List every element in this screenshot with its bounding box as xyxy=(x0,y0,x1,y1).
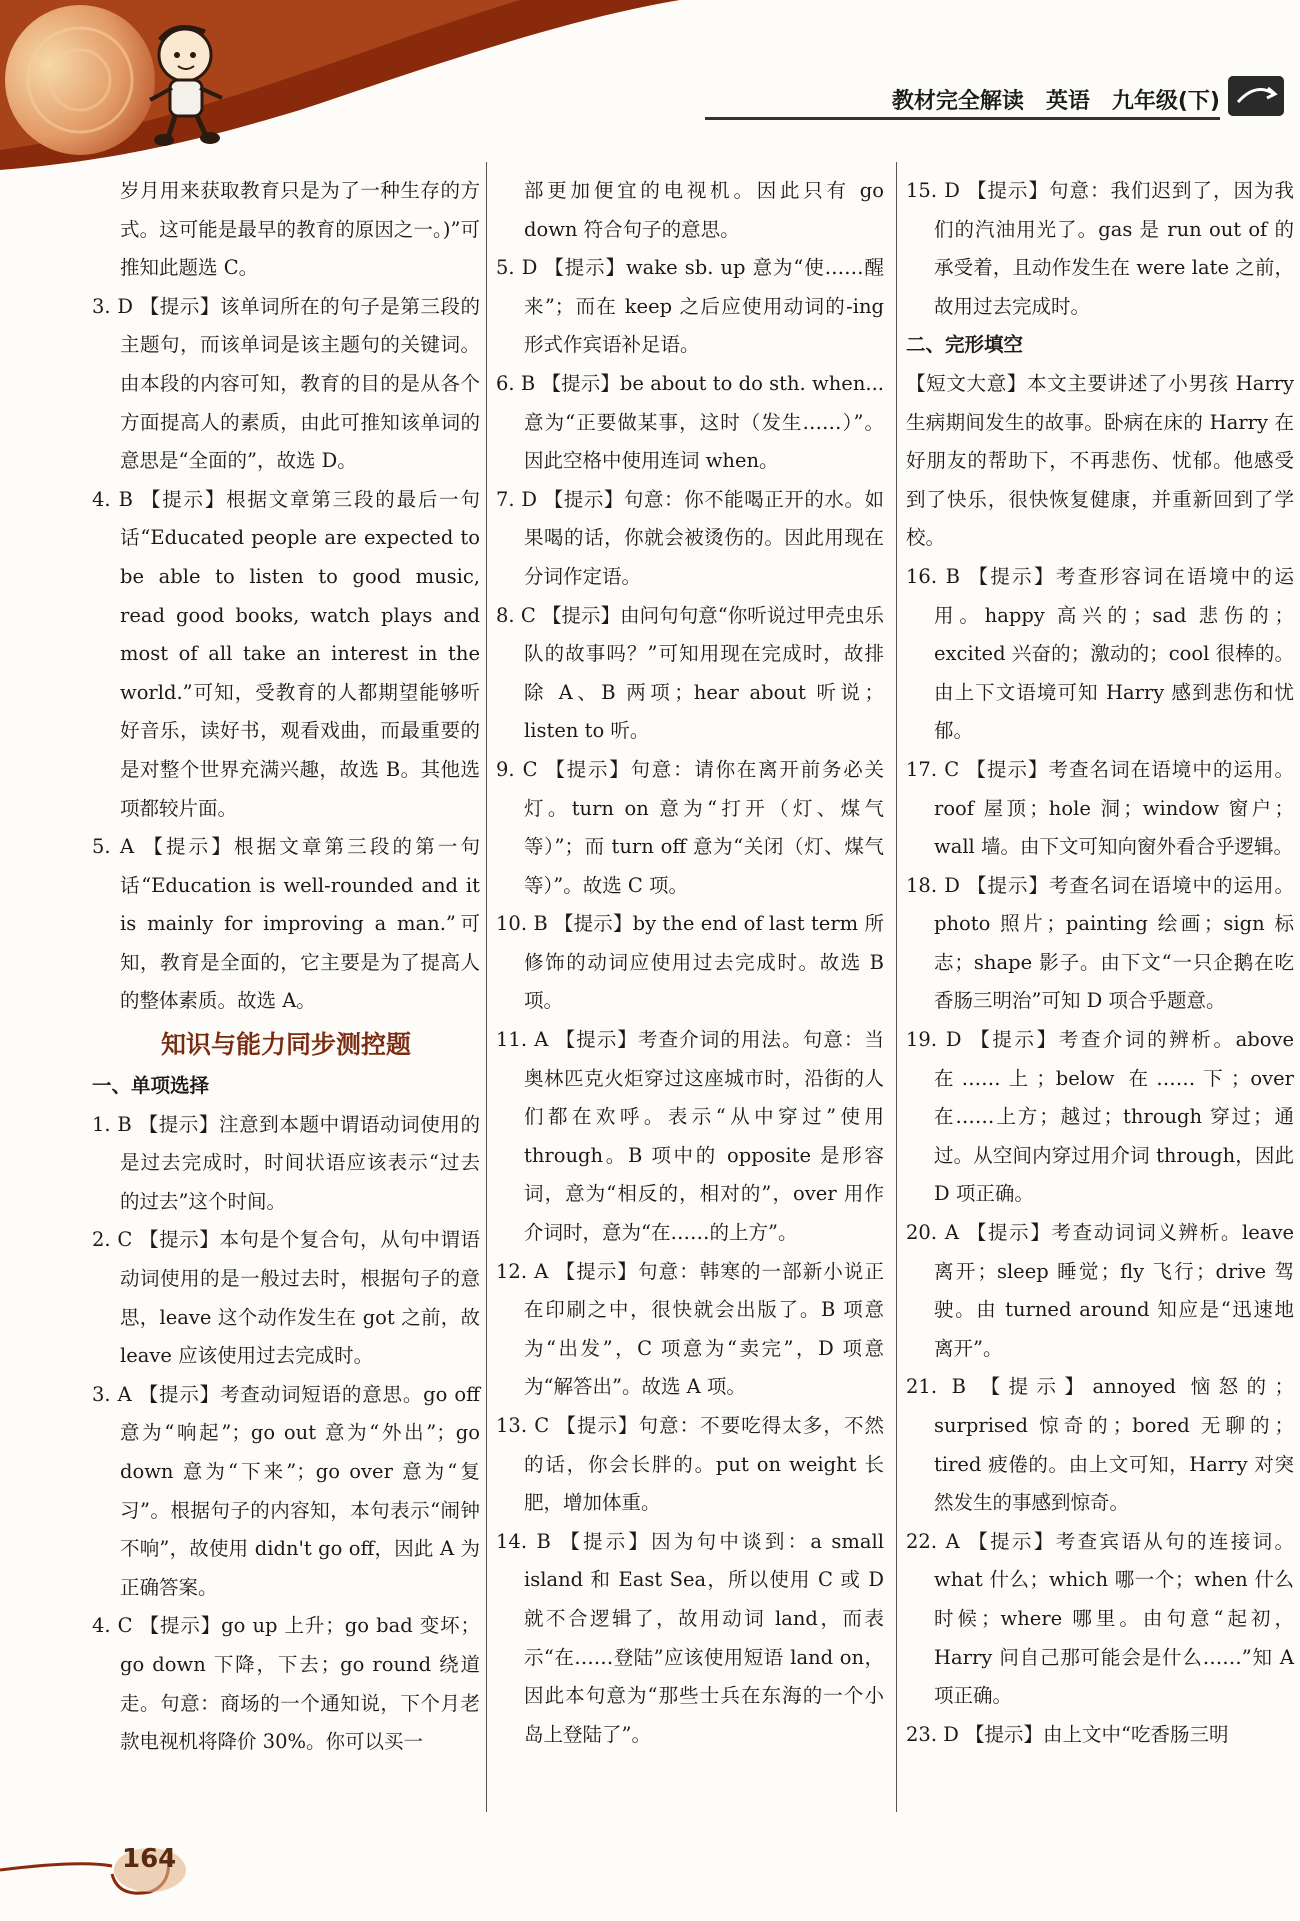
answer-20: 20. A 【提示】考查动词词义辨析。leave 离开；sleep 睡觉；fly 飞行；drive 驾驶。由 turned around 知应是“迅速地离开”。 xyxy=(906,1221,1294,1360)
answer-11: 11. A 【提示】考查介词的用法。句意：当奥林匹克火炬穿过这座城市时，沿街的人们都在欢呼。表示“从中穿过”使用 through。B 项中的 opposite 是形容词，意为“相反的，相对的”，over 用作介词时，意为“在……的上方”。 xyxy=(496,1028,884,1245)
passage-summary: 【短文大意】本文主要讲述了小男孩 Harry 生病期间发生的故事。卧病在床的 Harry 在好朋友的帮助下，不再悲伤、忧郁。他感受到了快乐，很快恢复健康，并重新回到了学校。 xyxy=(906,371,1294,550)
column-1 xyxy=(92,172,480,1762)
answer-4: 4. B 【提示】根据文章第三段的最后一句话“Educated people are expected to be able to listen to good music, read good books, watch plays and most of all take an interest in the world.”可知，受教育的人都期望能够听好音乐，读好书，观看戏曲，而最重要的是对整个世界充满兴趣，故选 B。其他选项都较片面。 xyxy=(92,487,480,820)
answer-23: 23. D 【提示】由上文中“吃香肠三明 xyxy=(906,1722,1229,1746)
answer-15: 15. D 【提示】句意：我们迟到了，因为我们的汽油用光了。gas 是 run out of 的承受着，且动作发生在 were late 之前，故用过去完成时。 xyxy=(906,179,1294,318)
answer-22: 22. A 【提示】考查宾语从句的连接词。what 什么；which 哪一个；when 什么时候；where 哪里。由句意“起初，Harry 问自己那可能会是什么……”知 A 项正确。 xyxy=(906,1529,1294,1708)
publisher-logo-icon xyxy=(1228,76,1284,116)
answer-13: 13. C 【提示】句意：不要吃得太多，不然的话，你会长胖的。put on weight 长肥，增加体重。 xyxy=(496,1414,884,1515)
answer-17: 17. C 【提示】考查名词在语境中的运用。roof 屋顶；hole 洞；window 窗户；wall 墙。由下文可知向窗外看合乎逻辑。 xyxy=(906,757,1294,859)
answer-2: 2. C 【提示】本句是个复合句，从句中谓语动词使用的是一般过去时，根据句子的意思，leave 这个动作发生在 got 之前，故 leave 应该使用过去完成时。 xyxy=(92,1228,480,1368)
answer-21: 21. B 【提示】annoyed 恼怒的；surprised 惊奇的；bored 无聊的；tired 疲倦的。由上文可知，Harry 对突然发生的事感到惊奇。 xyxy=(906,1375,1294,1515)
answer-3: 3. D 【提示】该单词所在的句子是第三段的主题句，而该单词是该主题句的关键词。由本段的内容可知，教育的目的是从各个方面提高人的素质，由此可推知该单词的意思是“全面的”，故选 D。 xyxy=(92,294,480,473)
answer-16: 16. B 【提示】考查形容词在语境中的运用。happy 高兴的；sad 悲伤的；excited 兴奋的；激动的；cool 很棒的。由上下文语境可知 Harry 感到悲伤和忧郁。 xyxy=(906,564,1294,743)
answer-10: 10. B 【提示】by the end of last term 所修饰的动词应使用过去完成时。故选 B 项。 xyxy=(496,912,884,1013)
grade: 九年级(下) xyxy=(1111,89,1220,114)
answer-7: 7. D 【提示】句意：你不能喝正开的水。如果喝的话，你就会被烫伤的。因此用现在分词作定语。 xyxy=(496,487,884,588)
column-3 xyxy=(906,172,1294,1754)
answer-continuation: 岁月用来获取教育只是为了一种生存的方式。这可能是最早的教育的原因之一。)”可推知此题选 C。 xyxy=(120,179,480,280)
answer-18: 18. D 【提示】考查名词在语境中的运用。photo 照片；painting 绘画；sign 标志；shape 影子。由下文“一只企鹅在吃香肠三明治”可知 D 项合乎题意。 xyxy=(906,873,1294,1013)
answer-19: 19. D 【提示】考查介词的辨析。above 在……上；below 在……下；over 在……上方；越过；through 穿过；通过。从空间内穿过用介词 through，因此 D 项正确。 xyxy=(906,1028,1294,1206)
answer-5: 5. D 【提示】wake sb. up 意为“使……醒来”；而在 keep 之后应使用动词的-ing 形式作宾语补足语。 xyxy=(496,256,884,357)
answer-6: 6. B 【提示】be about to do sth. when... 意为“正要做某事，这时（发生……）”。因此空格中使用连词 when。 xyxy=(496,371,884,473)
column-divider xyxy=(486,162,487,1812)
answer-14: 14. B 【提示】因为句中谈到：a small island 和 East Sea，所以使用 C 或 D 就不合逻辑了，故用动词 land，而表示“在……登陆”应该使用短语 land on，因此本句意为“那些士兵在东海的一个小岛上登陆了”。 xyxy=(496,1529,884,1746)
answer-12: 12. A 【提示】句意：韩寒的一部新小说正在印刷之中，很快就会出版了。B 项意为“出发”，C 项意为“卖完”，D 项意为“解答出”。故选 A 项。 xyxy=(496,1259,884,1399)
part-heading: 一、单项选择 xyxy=(92,1074,210,1098)
page-number: 164 xyxy=(122,1844,177,1874)
answer-5: 5. A 【提示】根据文章第三段的第一句话“Education is well-rounded and it is mainly for improving a man.”可知，教育是全面的，它主要是为了提高人的整体素质。故选 A。 xyxy=(92,835,480,1013)
answer-1: 1. B 【提示】注意到本题中谓语动词使用的是过去完成时，时间状语应该表示“过去的过去”这个时间。 xyxy=(92,1112,480,1213)
book-title: 教材完全解读 xyxy=(891,89,1024,114)
subject: 英语 xyxy=(1045,89,1090,114)
answer-continuation: 部更加便宜的电视机。因此只有 go down 符合句子的意思。 xyxy=(524,179,884,241)
answer-3: 3. A 【提示】考查动词短语的意思。go off 意为“响起”；go out 意为“外出”；go down 意为“下来”；go over 意为“复习”。根据句子的内容知，本句表示“闹钟不响”，故使用 didn't go off，因此 A 为正确答案。 xyxy=(92,1382,480,1599)
column-divider xyxy=(896,162,897,1812)
answer-9: 9. C 【提示】句意：请你在离开前务必关灯。turn on 意为“打开（灯、煤气等）”；而 turn off 意为“关闭（灯、煤气等）”。故选 C 项。 xyxy=(496,757,884,897)
answer-4: 4. C 【提示】go up 上升；go bad 变坏；go down 下降，下去；go round 绕道走。句意：商场的一个通知说，下个月老款电视机将降价 30%。你可以买一 xyxy=(92,1614,480,1754)
running-header xyxy=(892,84,1220,115)
answer-8: 8. C 【提示】由问句句意“你听说过甲壳虫乐队的故事吗？”可知用现在完成时，故排除 A、B 两项；hear about 听说；listen to 听。 xyxy=(496,603,884,743)
header-rule xyxy=(705,117,1220,120)
column-2 xyxy=(496,172,884,1754)
part-heading: 二、完形填空 xyxy=(906,333,1024,357)
section-title: 知识与能力同步测控题 xyxy=(160,1030,411,1060)
